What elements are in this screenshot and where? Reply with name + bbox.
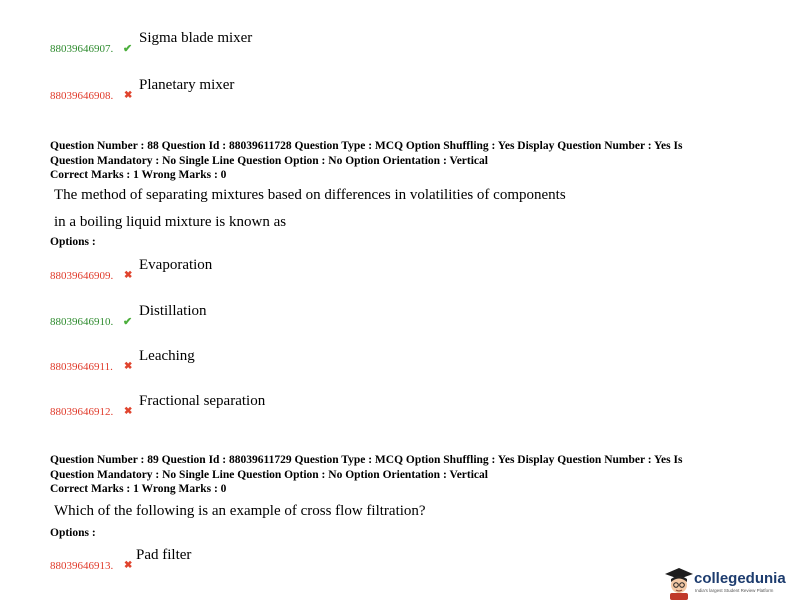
option-id: 88039646912.	[50, 406, 114, 418]
option-text: Leaching	[139, 348, 195, 364]
collegedunia-logo	[664, 566, 784, 602]
check-icon: ✔	[123, 316, 133, 328]
meta-line: Question Mandatory : No Single Line Question Option : No Option Orientation : Vertical	[50, 154, 488, 167]
option-text: Sigma blade mixer	[139, 30, 253, 46]
brand-name: collegedunia	[694, 570, 786, 587]
marks-line: Correct Marks : 1 Wrong Marks : 0	[50, 169, 227, 181]
option-id: 88039646913.	[50, 560, 114, 572]
cross-icon: ✖	[124, 270, 133, 281]
option-text: Distillation	[139, 303, 207, 319]
options-label: Options :	[50, 527, 96, 539]
cross-icon: ✖	[124, 560, 133, 571]
student-mascot-icon	[664, 566, 694, 600]
option-id: 88039646908.	[50, 90, 114, 102]
option-id: 88039646911.	[50, 361, 113, 373]
cross-icon: ✖	[124, 90, 133, 101]
meta-line: Question Mandatory : No Single Line Question Option : No Option Orientation : Vertical	[50, 468, 488, 481]
option-id: 88039646907.	[50, 43, 114, 55]
meta-line: Question Number : 88 Question Id : 88039611728 Question Type : MCQ Option Shuffling : Yes Display Question Number : Yes Is	[50, 140, 683, 152]
marks-line: Correct Marks : 1 Wrong Marks : 0	[50, 483, 227, 495]
question-meta	[50, 453, 750, 497]
cross-icon: ✖	[124, 406, 133, 417]
question-meta	[50, 139, 750, 183]
option-text: Fractional separation	[139, 393, 266, 409]
question-text: Which of the following is an example of cross flow filtration?	[54, 503, 426, 519]
question-text: in a boiling liquid mixture is known as	[54, 214, 287, 230]
brand-tagline: India's largest Student Review Platform	[695, 588, 774, 593]
option-id: 88039646910.	[50, 316, 114, 328]
option-text: Evaporation	[139, 257, 213, 273]
cross-icon: ✖	[124, 361, 133, 372]
option-text: Planetary mixer	[139, 77, 235, 93]
check-icon: ✔	[123, 43, 133, 55]
option-text: Pad filter	[136, 547, 192, 563]
option-id: 88039646909.	[50, 270, 114, 282]
meta-line: Question Number : 89 Question Id : 88039611729 Question Type : MCQ Option Shuffling : Yes Display Question Number : Yes Is	[50, 454, 683, 466]
options-label: Options :	[50, 236, 96, 248]
question-text: The method of separating mixtures based on differences in volatilities of components	[54, 187, 566, 203]
